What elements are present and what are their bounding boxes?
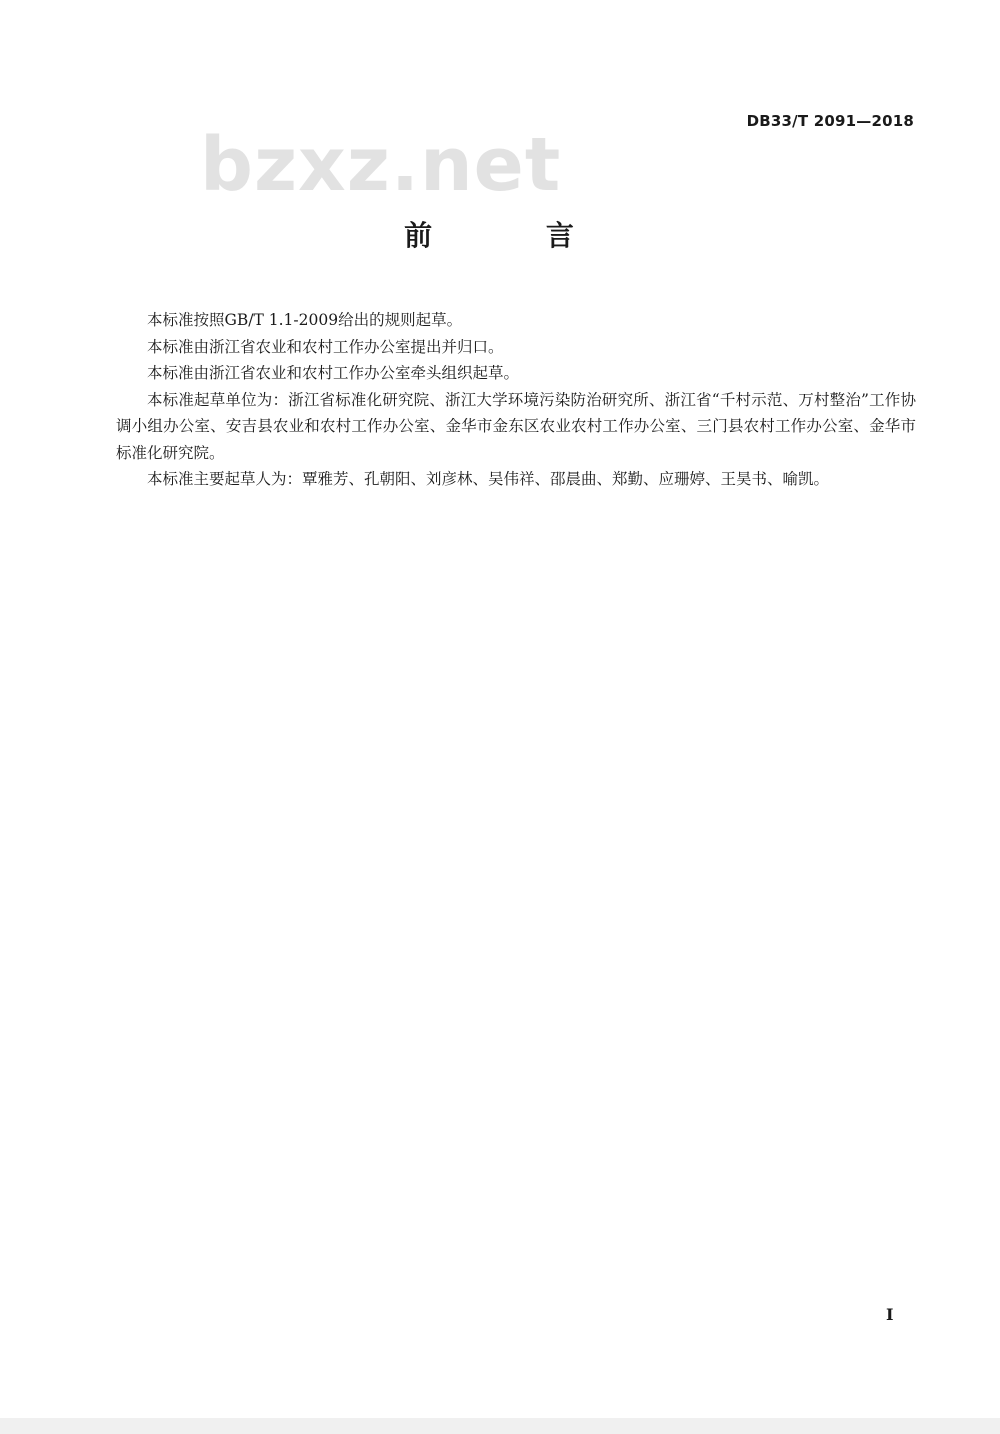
foreword-body <box>116 307 916 493</box>
page-title: 前 言 <box>404 219 626 252</box>
viewer-bottom-bar <box>0 1418 1000 1434</box>
document-code: DB33/T 2091—2018 <box>746 112 914 130</box>
paragraph-organized-by: 本标准由浙江省农业和农村工作办公室牵头组织起草。 <box>147 364 520 382</box>
paragraph-drafting-rules: 本标准按照GB/T 1.1-2009给出的规则起草。 <box>147 311 463 329</box>
paragraph-drafters: 本标准主要起草人为：覃雅芳、孔朝阳、刘彦林、吴伟祥、邵晨曲、郑勤、应珊婷、王昊书、喻凯。 <box>147 470 830 488</box>
page-number: I <box>886 1305 894 1324</box>
watermark-text: bzxz.net <box>200 122 562 208</box>
paragraph-proposed-by: 本标准由浙江省农业和农村工作办公室提出并归口。 <box>147 337 504 356</box>
paragraph-drafting-units: 本标准起草单位为：浙江省标准化研究院、浙江大学环境污染防治研究所、浙江省“千村示范、万村整治”工作协调小组办公室、安吉县农业和农村工作办公室、金华市金东区农业农村工作办公室、三门县农村工作办公室、金华市标准化研究院。 <box>116 390 916 462</box>
